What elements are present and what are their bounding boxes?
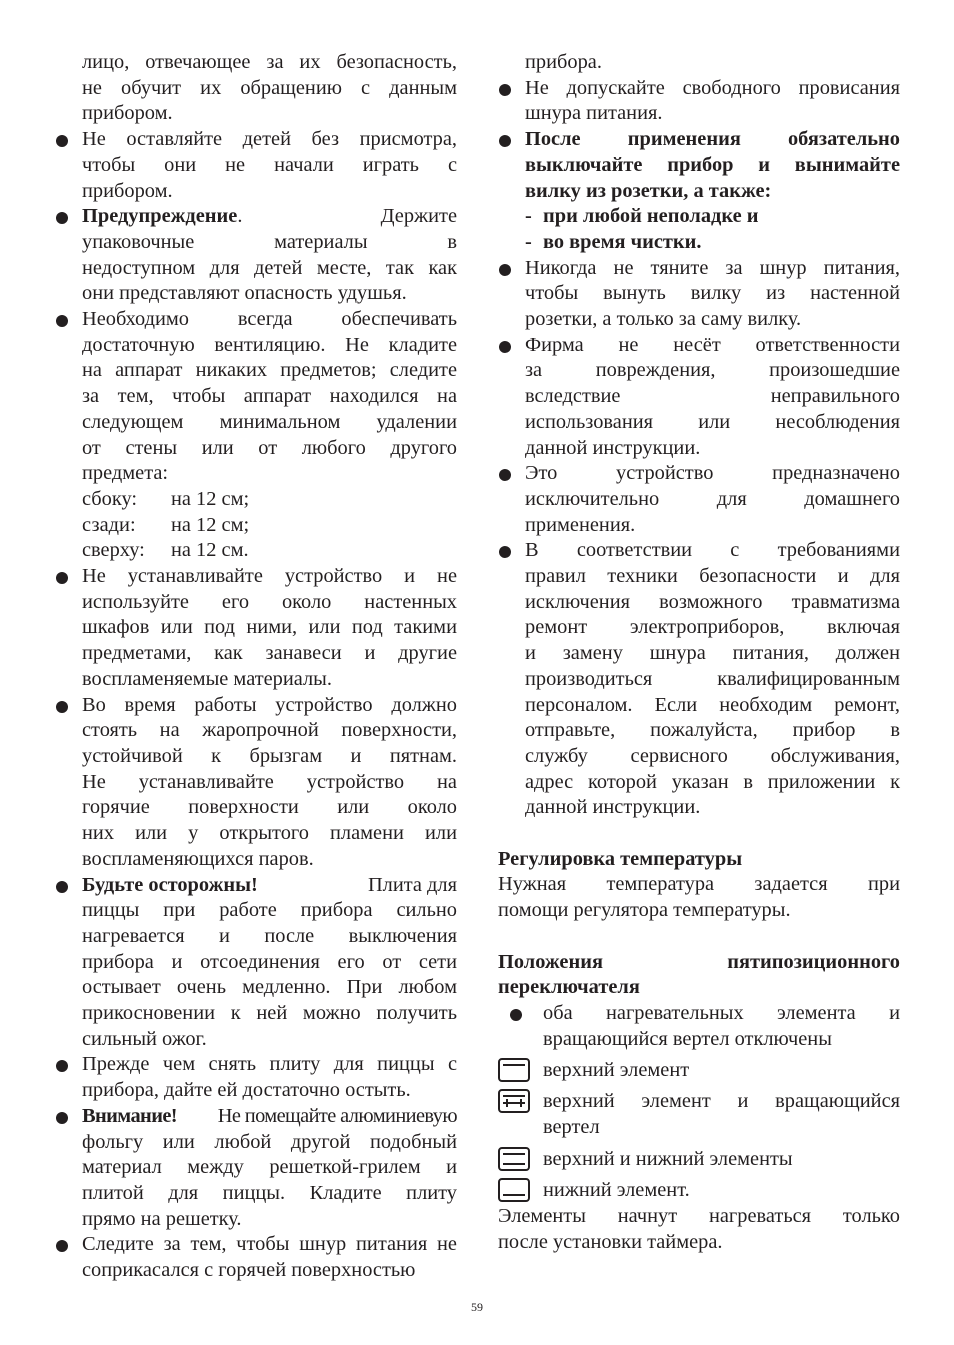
- text-line: на аппарат никаких предметов; следите: [82, 359, 457, 382]
- text-line: лицо, отвечающее за их безопасность,: [82, 51, 457, 73]
- right-column: [498, 50, 900, 1255]
- text-line: Не допускайте свободного провисания: [525, 76, 900, 99]
- bullet-icon: [499, 341, 511, 353]
- text-line: остывает очень медленно. При любом: [82, 976, 457, 999]
- text-line: вертел: [543, 1115, 600, 1138]
- position-text: верхний элемент: [543, 1059, 690, 1082]
- text-line: предметами, как занавеси и другие: [82, 642, 457, 665]
- text-line: после установки таймера.: [498, 1230, 723, 1253]
- text-line: следующем минимальном удалении: [82, 410, 457, 433]
- bullet-no-foil: [55, 1104, 457, 1233]
- bullet-text: [525, 76, 900, 127]
- clearance-list: [82, 487, 457, 564]
- warning-word: материалы: [274, 230, 368, 253]
- text-line: не обучит их обращению с данным: [82, 76, 457, 99]
- text-line: помощи регулятора температуры.: [498, 899, 791, 922]
- text-line: воспламеняющихся паров.: [82, 847, 314, 870]
- text-line: правил техники безопасности и для: [525, 565, 900, 588]
- text-line: Прежде чем снять плиту для пиццы с: [82, 1053, 457, 1076]
- bullet-icon: [56, 881, 68, 893]
- switch-off-dot-icon: [510, 1009, 522, 1021]
- temperature-paragraph: [498, 872, 900, 923]
- text-line: персоналом. Если необходим ремонт,: [525, 693, 900, 716]
- bullet-icon: [499, 264, 511, 276]
- bullet-heat-resistant-surface: [55, 693, 457, 873]
- bullet-dont-pull-cord: [498, 256, 900, 333]
- text-line: за повреждения, произошедшие: [525, 359, 900, 382]
- bullet-icon: [499, 84, 511, 96]
- bullet-icon: [56, 701, 68, 713]
- bullet-household-use: [498, 461, 900, 538]
- text-line: прикосновении к ней можно получить: [82, 1002, 457, 1025]
- bullet-text: [82, 127, 457, 204]
- text-line: вследствие неправильного: [525, 385, 900, 408]
- lower-element-icon: [498, 1178, 530, 1202]
- text-line: вращающийся вертел отключены: [543, 1027, 832, 1050]
- text-line: отправьте, пожалуйста, прибор в: [525, 719, 900, 742]
- text-line: Нужная температура задается при: [498, 873, 900, 896]
- caution-tail: Плита для: [367, 873, 457, 896]
- bullet-text: [525, 461, 900, 538]
- text-line: прямо на решетку.: [82, 1207, 242, 1230]
- bullet-text: [82, 256, 457, 307]
- text-line: верхний элемент и вращающийся: [543, 1090, 900, 1113]
- text-line: Следите за тем, чтобы шнур питания не: [82, 1233, 457, 1256]
- bullet-icon: [56, 1240, 68, 1252]
- text-line: Не устанавливайте устройство и не: [82, 565, 457, 588]
- bullet-text: [82, 307, 457, 487]
- bullet-text: [82, 1232, 457, 1283]
- text-line: плитой для пиццы. Кладите плиту: [82, 1181, 457, 1204]
- text-line: используйте его около настенных: [82, 590, 457, 613]
- bullet-text: [82, 564, 457, 693]
- bullet-ventilation: [55, 307, 457, 564]
- caution-first-line: [82, 873, 457, 899]
- text-line: прибора, дайте ей достаточно остыть.: [82, 1079, 411, 1102]
- text-line: Элементы начнут нагреваться только: [498, 1204, 900, 1227]
- text-line: чтобы они не начали играть с: [82, 153, 457, 176]
- text-line: ремонт электроприборов, включая: [525, 616, 900, 639]
- sub-item-malfunction: [498, 204, 900, 230]
- text-line: применения.: [525, 513, 636, 536]
- text-line: чтобы вынуть вилку из настенной: [525, 282, 900, 305]
- text-line: данной инструкции.: [525, 796, 701, 819]
- text-line: розетки, а только за саму вилку.: [525, 308, 802, 331]
- text-line: адрес которой указан в приложении к: [525, 770, 900, 793]
- text-line: прибором.: [82, 102, 173, 125]
- sub-item-text: при любой неполадке и: [543, 205, 759, 228]
- text-line: Не устанавливайте устройство на: [82, 770, 457, 793]
- continued-text: прибора.: [525, 51, 602, 73]
- attention-first-line: [82, 1104, 457, 1130]
- warning-first-line: [82, 204, 457, 230]
- bullet-icon: [56, 135, 68, 147]
- text-line: устойчивой к брызгам и пятнам.: [82, 744, 457, 767]
- bullet-icon: [56, 212, 68, 224]
- text-line: Не оставляйте детей без присмотра,: [82, 128, 457, 151]
- bullet-icon: [499, 469, 511, 481]
- upper-element-icon: [498, 1058, 530, 1082]
- bullet-text: [525, 256, 900, 333]
- intro-paragraph: [55, 50, 457, 127]
- bullet-qualified-repair: [498, 538, 900, 821]
- bullet-packaging-warning: [55, 204, 457, 307]
- bullet-children-supervision: [55, 127, 457, 204]
- text-line: Никогда не тяните за шнур питания,: [525, 256, 900, 279]
- text-line: После применения обязательно: [525, 128, 900, 151]
- bullet-text: [525, 127, 900, 204]
- text-line: нагревается и после выключения: [82, 924, 457, 947]
- clearance-top: сверху: на 12 см.: [82, 539, 249, 562]
- text-line: оба нагревательных элемента и: [543, 1001, 900, 1024]
- bullet-icon: [56, 315, 68, 327]
- bullet-text: [525, 538, 900, 821]
- switch-position-upper-lower: [498, 1147, 900, 1173]
- text-line: вилку из розетки, а также:: [525, 179, 772, 202]
- bullet-no-cabinets: [55, 564, 457, 693]
- text-line: Положения пятипозиционного: [498, 950, 900, 973]
- text-line: Фирма не несёт ответственности: [525, 333, 900, 356]
- position-text: нижний элемент.: [543, 1179, 690, 1202]
- bullet-text: [82, 1130, 457, 1233]
- attention-label: Внимание!: [82, 1104, 177, 1127]
- attention-tail: Не помещайте алюминиевую: [217, 1104, 457, 1127]
- left-column: [55, 50, 457, 1284]
- text-line: от стены или от любого другого: [82, 436, 457, 459]
- text-line: и замену шнура питания, должен: [525, 642, 900, 665]
- text-line: переключателя: [498, 976, 640, 999]
- bullet-text: [82, 693, 457, 873]
- clearance-side: сбоку: на 12 см;: [82, 487, 250, 510]
- text-line: фольгу или любой другой подобный: [82, 1130, 457, 1153]
- bullet-icon: [499, 135, 511, 147]
- switch-position-upper-rotisserie: [498, 1089, 900, 1140]
- position-text: [543, 1089, 900, 1140]
- switch-position-lower: [498, 1178, 900, 1204]
- text-line: Это устройство предназначено: [525, 462, 900, 485]
- bullet-text: [82, 898, 457, 1052]
- text-line: выключайте прибор и вынимайте: [525, 153, 900, 176]
- text-line: соприкасался с горячей поверхностью: [82, 1259, 416, 1282]
- text-line: Во время работы устройство должно: [82, 693, 457, 716]
- clearance-back: сзади: на 12 см;: [82, 513, 250, 536]
- text-line: них или у открытого пламени или: [82, 822, 457, 845]
- dash-marker: -: [525, 205, 532, 228]
- bullet-no-liability: [498, 333, 900, 462]
- caution-label: Будьте осторожны!: [82, 873, 258, 896]
- text-line: стоять на жаропрочной поверхности,: [82, 719, 457, 742]
- bullet-icon: [56, 1060, 68, 1072]
- timer-note: [498, 1204, 900, 1255]
- text-line: шкафов или под ними, или под такими: [82, 616, 457, 639]
- warning-word: в: [447, 230, 457, 253]
- bullet-hot-plate-caution: [55, 873, 457, 1053]
- text-line: материал между решеткой-грилем и: [82, 1156, 457, 1179]
- upper-lower-element-icon: [498, 1147, 530, 1171]
- text-line: шнура питания.: [525, 102, 663, 125]
- section-heading-temperature: Регулировка температуры: [498, 847, 743, 870]
- warning-second-line: [82, 230, 457, 256]
- text-line: они представляют опасность удушья.: [82, 282, 407, 305]
- text-line: исключительно для домашнего: [525, 487, 900, 510]
- text-line: за тем, чтобы аппарат находился на: [82, 385, 457, 408]
- text-line: воспламеняемые материалы.: [82, 667, 332, 690]
- sub-item-cleaning: [498, 230, 900, 256]
- text-line: Необходимо всегда обеспечивать: [82, 308, 457, 331]
- bullet-cord-hanging: [498, 76, 900, 127]
- text-line: В соответствии с требованиями: [525, 539, 900, 562]
- sub-item-text: во время чистки.: [543, 230, 702, 253]
- warning-word: упаковочные: [82, 230, 195, 253]
- text-line: предмета:: [82, 462, 169, 485]
- bullet-icon: [499, 546, 511, 558]
- warning-tail: Держите: [380, 205, 457, 228]
- switch-position-upper: [498, 1058, 900, 1084]
- section-heading-switch-positions: [498, 950, 900, 1001]
- bullet-cool-down: [55, 1052, 457, 1103]
- position-text: верхний и нижний элементы: [543, 1147, 793, 1170]
- warning-label: Предупреждение: [82, 205, 238, 228]
- upper-element-rotisserie-icon: [498, 1089, 530, 1113]
- bullet-icon: [56, 1112, 68, 1124]
- dash-marker: -: [525, 230, 532, 253]
- text-line: недоступном для детей месте, так как: [82, 256, 457, 279]
- bullet-unplug-after-use: [498, 127, 900, 204]
- text-line: пиццы при работе прибора сильно: [82, 899, 457, 922]
- text-line: сильный ожог.: [82, 1027, 207, 1050]
- page-number: 59: [471, 1300, 483, 1314]
- switch-position-off: [498, 1001, 900, 1052]
- text-line: службу сервисного обслуживания,: [525, 744, 900, 767]
- bullet-cord-hot-surface: [55, 1232, 457, 1283]
- text-line: горячие поверхности или около: [82, 796, 457, 819]
- text-line: достаточную вентиляцию. Не кладите: [82, 333, 457, 356]
- bullet-text: [82, 1052, 457, 1103]
- text-line: прибором.: [82, 179, 173, 202]
- text-line: исключения возможного травматизма: [525, 590, 900, 613]
- text-line: данной инструкции.: [525, 436, 701, 459]
- text-line: производиться квалифицированным: [525, 667, 900, 690]
- bullet-icon: [56, 572, 68, 584]
- bullet-text: [525, 333, 900, 462]
- position-text: [543, 1001, 900, 1052]
- text-line: использования или несоблюдения: [525, 410, 900, 433]
- warning-dot: .: [237, 205, 243, 228]
- text-line: прибора и отсоединения его от сети: [82, 950, 457, 973]
